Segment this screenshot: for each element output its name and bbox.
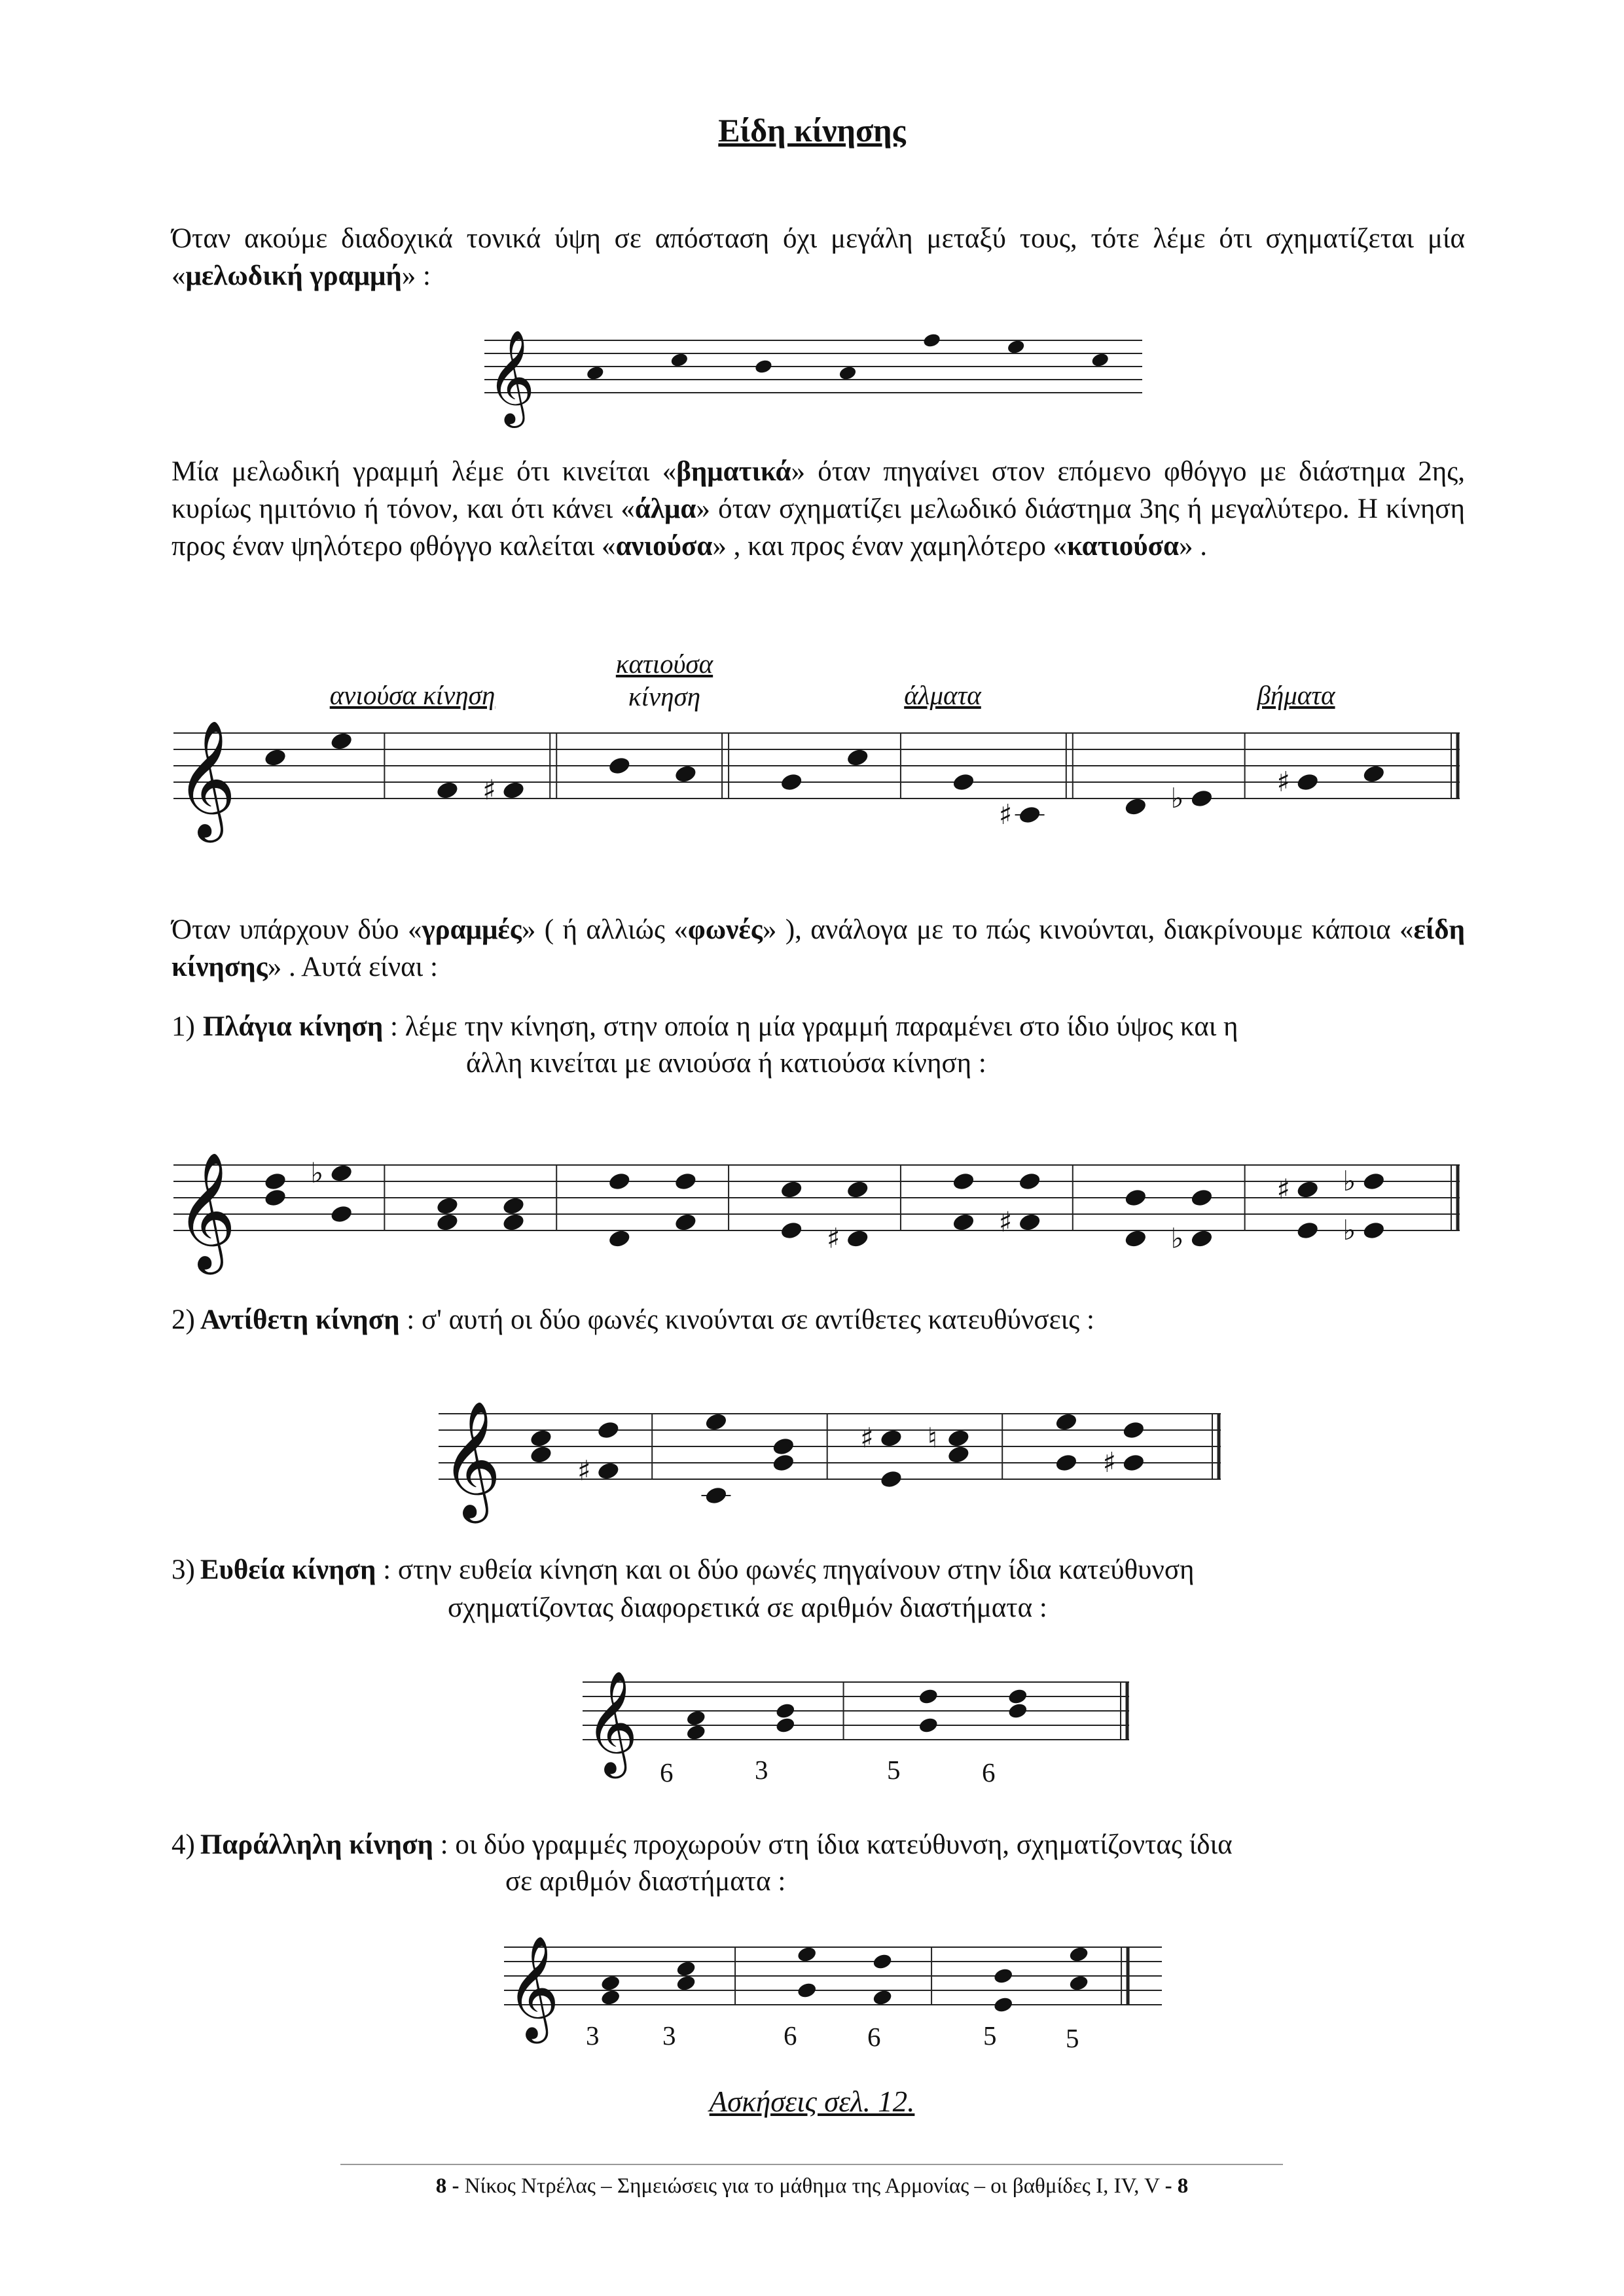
item-oblique-text2: άλλη κινείται με ανιούσα ή κατιούσα κίνηση : <box>466 1048 986 1079</box>
notehead <box>754 358 773 374</box>
notehead <box>1295 772 1320 792</box>
notehead <box>780 1179 804 1200</box>
natural-icon: ♮ <box>927 1422 938 1455</box>
notehead <box>1124 797 1148 817</box>
motion-paragraph: Μία μελωδική γραμμή λέμε ότι κινείται «βηματικά» όταν πηγαίνει στον επόμενο φθόγγο με διάστημα 2ης, κυρίως ημιτόνιο ή τόνον, και ότι κάνει «άλμα» όταν σχηματίζει μελωδικό διάστημα 3ης ή μεγαλύτερο. Η κίνηση προς έναν ψηλότερο φθόγγο καλείται «ανιούσα» , και προς έναν χαμηλότερο «κατιούσα» . <box>171 456 1465 562</box>
notehead <box>993 1967 1014 1985</box>
item-heading: Αντίθετη κίνηση <box>200 1304 400 1335</box>
footer-divider <box>340 2164 1283 2165</box>
notehead <box>674 764 698 784</box>
item-contrary <box>171 1301 1465 1338</box>
exercise-reference: Ασκήσεις σελ. 12. <box>709 2085 915 2118</box>
voices-paragraph: Όταν υπάρχουν δύο «γραμμές» ( ή αλλιώς «φωνές» ), ανάλογα με το πώς κινούνται, διακρίνουμε κάποια «είδη κίνησης» . Αυτά είναι : <box>171 914 1465 982</box>
notehead <box>993 1996 1014 2014</box>
item-number: 4) <box>171 1829 195 1860</box>
notehead <box>1190 1187 1214 1208</box>
label-descending-top: κατιούσα <box>615 649 713 679</box>
notehead <box>1190 788 1214 808</box>
notehead <box>780 772 804 792</box>
sharp-icon: ♯ <box>998 798 1013 831</box>
footer-text: Νίκος Ντρέλας – Σημειώσεις για το μάθημα της Αρμονίας – οι βαθμίδες Ι, IV, V <box>459 2174 1165 2198</box>
parallel-staff-svg <box>504 1928 1172 2039</box>
footer-page-left: 8 - <box>435 2174 460 2198</box>
item-parallel-text2: σε αριθμόν διαστήματα : <box>505 1866 786 1897</box>
notehead <box>1055 1412 1079 1432</box>
treble-clef-icon: 𝄞 <box>487 330 535 424</box>
notehead <box>1068 1974 1089 1992</box>
sharp-icon: ♯ <box>482 774 496 807</box>
item-number: 1) <box>171 1011 195 1042</box>
notehead <box>1362 764 1386 784</box>
notehead <box>872 1952 893 1971</box>
notehead <box>607 1171 632 1191</box>
notehead <box>797 1945 818 1964</box>
notehead <box>1007 1702 1028 1720</box>
notehead <box>1091 351 1110 368</box>
notehead <box>780 1220 804 1240</box>
notehead <box>1055 1452 1079 1473</box>
parallel-staff <box>504 1928 1172 2039</box>
notehead <box>879 1428 903 1448</box>
notehead <box>685 1723 706 1742</box>
item-separator: : <box>399 1304 422 1335</box>
sharp-icon: ♯ <box>1276 1174 1290 1206</box>
notehead <box>1007 1687 1028 1706</box>
flat-icon: ♭ <box>310 1157 324 1190</box>
notehead <box>501 1212 526 1232</box>
notehead <box>435 1196 460 1216</box>
notehead <box>775 1716 796 1734</box>
notehead <box>704 1412 729 1432</box>
item-number: 2) <box>171 1304 195 1335</box>
interval-number: 3 <box>586 2020 600 2051</box>
interval-number: 5 <box>1066 2023 1079 2053</box>
melody-staff <box>484 327 1165 424</box>
flat-icon: ♭ <box>1343 1214 1356 1247</box>
interval-number: 6 <box>660 1757 674 1787</box>
interval-number: 6 <box>784 2020 797 2051</box>
sharp-icon: ♯ <box>859 1422 874 1455</box>
treble-clef-icon: 𝄞 <box>507 1935 560 2039</box>
sharp-icon: ♯ <box>1276 766 1290 798</box>
motion-types-staff-svg <box>173 707 1463 838</box>
notehead <box>1295 1179 1320 1200</box>
footer-page-right: - 8 <box>1164 2174 1189 2198</box>
notehead <box>685 1709 706 1727</box>
notehead <box>947 1428 971 1448</box>
item-text: οι δύο γραμμές προχωρούν στη ίδια κατεύθυνση, σχηματίζοντας ίδια <box>455 1829 1233 1860</box>
notehead <box>501 780 526 800</box>
notehead <box>329 731 353 751</box>
notehead <box>607 1229 632 1249</box>
flat-icon: ♭ <box>1170 782 1184 815</box>
interval-number: 6 <box>982 1757 996 1787</box>
item-text: σ' αυτή οι δύο φωνές κινούνται σε αντίθετες κατευθύνσεις : <box>421 1304 1094 1335</box>
direct-staff <box>583 1662 1132 1774</box>
interval-number: 5 <box>887 1755 901 1785</box>
item-parallel <box>171 1826 1465 1863</box>
notehead <box>872 1988 893 2007</box>
direct-staff-svg <box>583 1662 1132 1774</box>
notehead <box>600 1974 621 1992</box>
label-descending-bottom: κίνηση <box>628 681 701 711</box>
notehead <box>704 1485 729 1505</box>
notehead <box>596 1461 621 1481</box>
treble-clef-icon: 𝄞 <box>176 1151 236 1270</box>
notehead <box>529 1444 553 1465</box>
label-steps: βήματα <box>1257 680 1335 710</box>
interval-number: 3 <box>662 2020 676 2051</box>
notehead <box>797 1981 818 2000</box>
notehead <box>670 351 689 368</box>
notehead <box>676 1974 696 1992</box>
oblique-staff <box>173 1139 1463 1270</box>
notehead <box>1121 1420 1146 1440</box>
notehead <box>846 1179 870 1200</box>
melody-staff-svg <box>484 327 1165 424</box>
notehead <box>674 1212 698 1232</box>
notehead <box>775 1702 796 1720</box>
interval-number: 3 <box>755 1755 768 1785</box>
notehead <box>674 1171 698 1191</box>
notehead <box>586 365 605 381</box>
notehead <box>1295 1220 1320 1240</box>
notehead <box>952 1171 976 1191</box>
oblique-staff-svg <box>173 1139 1463 1270</box>
notehead <box>918 1716 939 1734</box>
flat-icon: ♭ <box>1343 1165 1356 1198</box>
page-footer <box>0 2174 1624 2198</box>
notehead <box>676 1960 696 1978</box>
item-direct-text2: σχηματίζοντας διαφορετικά σε αριθμόν διαστήματα : <box>448 1592 1047 1623</box>
notehead <box>1121 1452 1146 1473</box>
notehead <box>771 1452 795 1473</box>
item-separator: : <box>433 1829 456 1860</box>
sharp-icon: ♯ <box>577 1455 591 1488</box>
item-direct <box>171 1551 1465 1588</box>
treble-clef-icon: 𝄞 <box>441 1399 501 1518</box>
notehead <box>435 780 460 800</box>
notehead <box>922 332 941 348</box>
notehead <box>596 1420 621 1440</box>
notehead <box>952 1212 976 1232</box>
flat-icon: ♭ <box>1170 1223 1184 1255</box>
intro-paragraph: Όταν ακούμε διαδοχικά τονικά ύψη σε απόσταση όχι μεγάλη μεταξύ τους, τότε λέμε ότι σχηματίζεται μία «μελωδική γραμμή» : <box>171 223 1465 291</box>
contrary-staff <box>439 1388 1224 1518</box>
interval-number: 5 <box>983 2020 997 2051</box>
item-text: στην ευθεία κίνηση και οι δύο φωνές πηγαίνουν στην ίδια κατεύθυνση <box>397 1554 1195 1585</box>
treble-clef-icon: 𝄞 <box>585 1670 638 1774</box>
notehead <box>1362 1220 1386 1240</box>
label-leaps: άλματα <box>904 680 981 710</box>
sharp-icon: ♯ <box>826 1223 840 1255</box>
notehead <box>1006 338 1025 355</box>
notehead <box>879 1469 903 1489</box>
item-separator: : <box>376 1554 398 1585</box>
notehead <box>918 1687 939 1706</box>
notehead <box>263 747 287 768</box>
sharp-icon: ♯ <box>998 1206 1013 1239</box>
notehead <box>600 1988 621 2007</box>
item-heading: Παράλληλη κίνηση <box>200 1829 433 1860</box>
treble-clef-icon: 𝄞 <box>176 719 236 838</box>
item-heading: Πλάγια κίνηση <box>202 1011 384 1042</box>
interval-number: 6 <box>867 2022 881 2052</box>
notehead <box>607 755 632 776</box>
notehead <box>263 1171 287 1191</box>
notehead <box>952 772 976 792</box>
sharp-icon: ♯ <box>1102 1446 1116 1479</box>
notehead <box>501 1196 526 1216</box>
notehead <box>1124 1229 1148 1249</box>
item-number: 3) <box>171 1554 195 1585</box>
notehead <box>435 1212 460 1232</box>
notehead <box>529 1428 553 1448</box>
notehead <box>1190 1229 1214 1249</box>
item-text: λέμε την κίνηση, στην οποία η μία γραμμή παραμένει στο ίδιο ύψος και η <box>405 1011 1238 1042</box>
item-oblique <box>171 1008 1465 1045</box>
notehead <box>846 747 870 768</box>
notehead <box>1018 1212 1042 1232</box>
notehead <box>1124 1187 1148 1208</box>
notehead <box>838 365 857 381</box>
notehead <box>947 1444 971 1465</box>
notehead <box>1362 1171 1386 1191</box>
item-heading: Ευθεία κίνηση <box>200 1554 376 1585</box>
label-ascending: ανιούσα κίνηση <box>329 680 496 710</box>
notehead <box>263 1187 287 1208</box>
page-title: Είδη κίνησης <box>718 112 906 149</box>
notehead <box>771 1436 795 1456</box>
notehead <box>1018 804 1042 825</box>
notehead <box>846 1229 870 1249</box>
notehead <box>1068 1945 1089 1964</box>
notehead <box>1018 1171 1042 1191</box>
motion-types-staff <box>173 707 1463 838</box>
notehead <box>329 1163 353 1183</box>
contrary-staff-svg <box>439 1388 1224 1518</box>
item-separator: : <box>383 1011 405 1042</box>
notehead <box>329 1204 353 1224</box>
